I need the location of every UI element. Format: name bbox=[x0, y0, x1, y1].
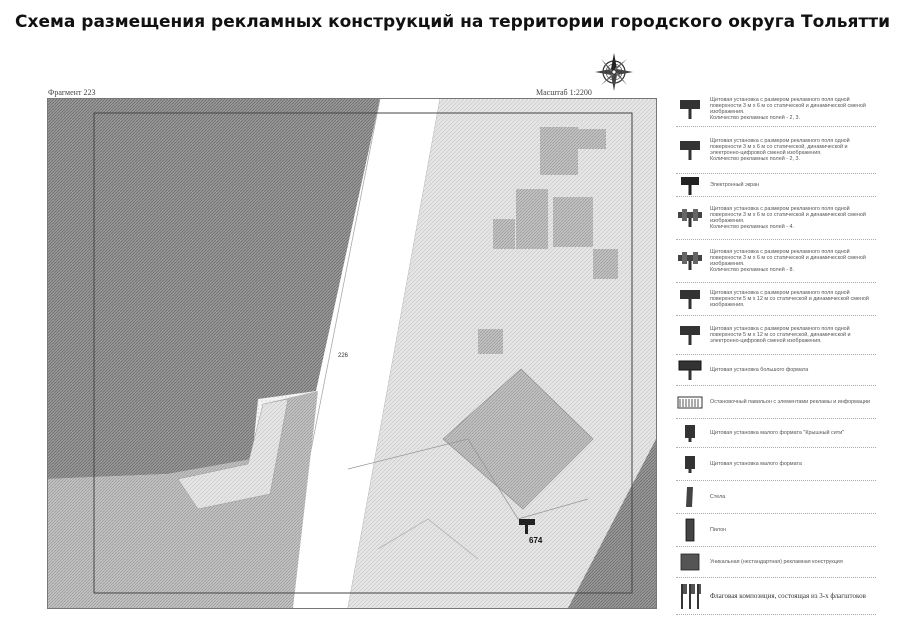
pylon-icon bbox=[676, 518, 704, 542]
legend-item bbox=[676, 547, 876, 578]
electronic-screen-icon bbox=[676, 174, 704, 196]
small-format-icon bbox=[676, 423, 704, 443]
billboard-icon bbox=[676, 288, 704, 310]
fragment-label: Фрагмент 223 bbox=[48, 88, 96, 97]
legend bbox=[676, 92, 876, 615]
legend-item-label: Щитовая установка малого формата bbox=[710, 460, 802, 467]
legend-item-label: Стела bbox=[710, 493, 726, 500]
compass-rose-icon bbox=[594, 52, 634, 92]
ad-structure-number: 674 bbox=[529, 536, 543, 545]
billboard-icon bbox=[676, 139, 704, 161]
legend-item-label: Остановочный павильон с элементами рекламы и информации bbox=[710, 398, 870, 405]
pavilion-icon bbox=[676, 395, 704, 409]
legend-item bbox=[676, 355, 876, 386]
wide-billboard-icon bbox=[676, 251, 704, 271]
page-title: Схема размещения рекламных конструкций на территории городского округа Тольятти bbox=[15, 12, 890, 32]
legend-item-label: Щитовая установка большого формата bbox=[710, 366, 809, 373]
large-billboard-icon bbox=[676, 359, 704, 381]
building bbox=[478, 329, 503, 354]
legend-item bbox=[676, 514, 876, 547]
legend-item bbox=[676, 316, 876, 355]
legend-item-label: Щитовая установка с размером рекламного поля одной поверхности 3 м х 6 м со статической и динамической сменой изображения. Количество рекламных полей - 2, 3. bbox=[710, 96, 866, 122]
legend-item-label: Щитовая установка малого формата "Крышный сити" bbox=[710, 429, 845, 436]
flag-composition-icon bbox=[676, 582, 704, 610]
legend-item bbox=[676, 448, 876, 481]
building bbox=[516, 189, 548, 249]
legend-item-label: Флаговая композиция, состоящая из 3-х флагштоков bbox=[710, 591, 866, 600]
building bbox=[493, 219, 515, 249]
legend-item-label: Электронный экран bbox=[710, 181, 760, 188]
legend-item-label: Щитовая установка с размером рекламного поля одной поверхности 3 м х 6 м со статической, динамической и электронно-цифровой сменой изображения. Количество рекламных полей - 2, 3. bbox=[710, 137, 850, 163]
legend-item bbox=[676, 481, 876, 514]
legend-item bbox=[676, 419, 876, 448]
legend-item-label: Щитовая установка с размером рекламного поля одной поверхности 5 м х 12 м со статической, динамической и электронно-цифровой сменой изображения. bbox=[710, 325, 851, 345]
billboard-icon bbox=[676, 324, 704, 346]
unique-structure-icon bbox=[676, 552, 704, 572]
legend-item bbox=[676, 240, 876, 283]
building bbox=[578, 129, 606, 149]
legend-item bbox=[676, 127, 876, 174]
legend-item-label: Щитовая установка с размером рекламного поля одной поверхности 3 м х 6 м со статической и динамической сменой изображения. Количество рекламных полей - 8. bbox=[710, 248, 866, 274]
wide-billboard-icon bbox=[676, 208, 704, 228]
legend-item-label: Щитовая установка с размером рекламного поля одной поверхности 5 м х 12 м со статической и динамической сменой изображения. bbox=[710, 289, 869, 309]
legend-item-label: Уникальная (нестандартная) рекламная конструкция bbox=[710, 558, 843, 565]
small-format-icon bbox=[676, 454, 704, 474]
legend-item-label: Пилон bbox=[710, 526, 727, 533]
legend-item bbox=[676, 283, 876, 316]
building bbox=[540, 127, 578, 175]
legend-item bbox=[676, 578, 876, 615]
legend-item-label: Щитовая установка с размером рекламного поля одной поверхности 3 м х 6 м со статической и динамической сменой изображения. Количество рекламных полей - 4. bbox=[710, 205, 866, 231]
legend-item bbox=[676, 386, 876, 419]
billboard-icon bbox=[676, 98, 704, 120]
scale-label: Масштаб 1:2200 bbox=[536, 88, 592, 97]
building bbox=[553, 197, 593, 247]
legend-item bbox=[676, 197, 876, 240]
legend-item bbox=[676, 92, 876, 127]
map-viewport[interactable] bbox=[47, 98, 657, 609]
road-label: 226 bbox=[338, 353, 349, 359]
stela-icon bbox=[676, 485, 704, 509]
building bbox=[593, 249, 618, 279]
legend-item bbox=[676, 174, 876, 197]
